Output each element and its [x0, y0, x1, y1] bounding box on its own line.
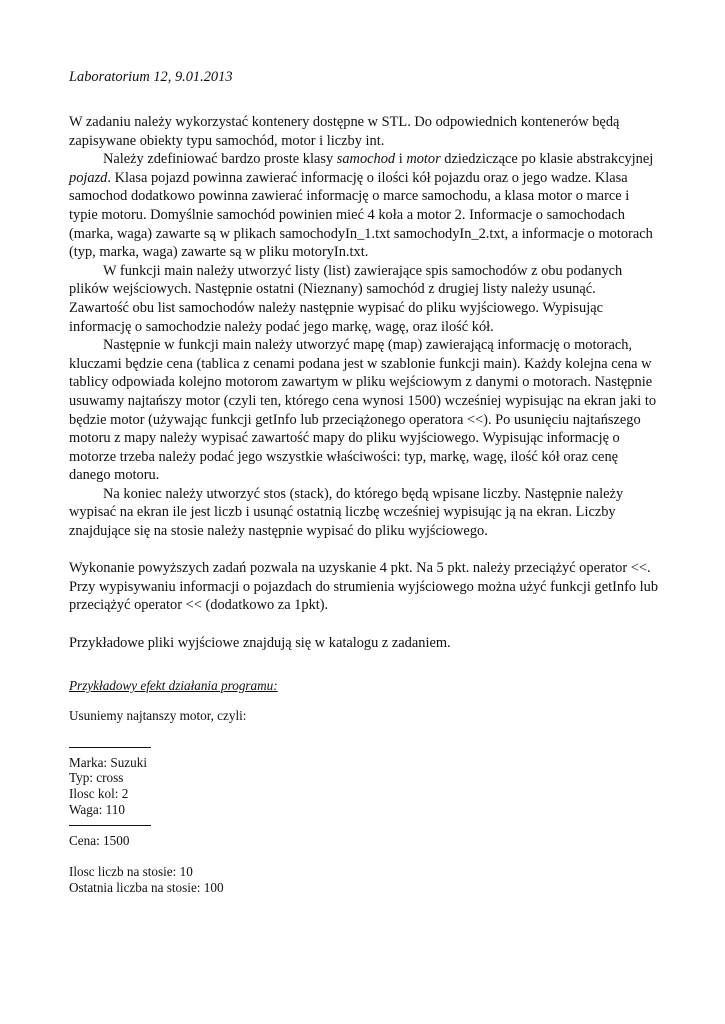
underline-rule: [69, 747, 151, 748]
paragraph-classes: [69, 150, 659, 262]
document-title: Laboratorium 12, 9.01.2013: [69, 69, 233, 85]
separator-line: [69, 817, 469, 833]
paragraph-stack: Na koniec należy utworzyć stos (stack), do którego będą wpisane liczby. Następnie należy wypisać na ekran ile jest liczb i usunąć ostatnią liczbę wcześniej wypisując ją na ekran. Liczby znajdujące się na stosie należy następnie wypisać do pliku wyjściowego.: [69, 485, 624, 540]
paragraph-gap: [69, 541, 659, 560]
text-segment: Należy zdefiniować bardzo proste klasy: [103, 151, 337, 168]
text-segment: . Klasa pojazd powinna zawierać informację o ilości kół pojazdu oraz o jego wadze. Klasa samochod dodatkowo powinna zawierać informację o marce samochodu, a klasa motor o marce i typie motoru. Domyślnie samochód powinien mieć 4 koła a motor 2. Informacje o samochodach (marka, waga) zawarte są w plikach samochodyIn_1.txt samochodyIn_2.txt, a informacje o motorach (typ, marka, waga) zawarte są w pliku motoryIn.txt.: [69, 169, 653, 261]
output-line: Ilosc kol: 2: [69, 785, 129, 801]
output-line: Ilosc liczb na stosie: 10: [69, 863, 193, 879]
underline-rule: [69, 825, 151, 826]
output-line: Ostatnia liczba na stosie: 100: [69, 879, 224, 895]
example-output: [69, 708, 469, 895]
class-name-motor: motor: [406, 151, 441, 168]
paragraph-map: Następnie w funkcji main należy utworzyć mapę (map) zawierającą informację o motorach, kluczami będzie cena (tablica z cenami podana jest w szablonie funkcji main). Każdy kolejna cena w tablicy odpowiada kolejno motorom zawartym w pliku wejściowym z danymi o motorach. Następnie usuwamy najtańszy motor (czyli ten, którego cena wynosi 1500) wcześniej wypisując na ekran jaki to będzie motor (używając funkcji getInfo lub przeciążonego operatora <<). Po usunięciu najtańszego motoru z mapy należy wypisać zawartość mapy do pliku wyjściowego. Wypisując informację o motorze trzeba należy podać jego wszystkie właściwości: typ, markę, wagę, ilość kół oraz cenę danego motoru.: [69, 337, 657, 484]
output-blank: [69, 724, 469, 740]
output-blank: [69, 848, 469, 864]
output-line: Cena: 1500: [69, 832, 130, 848]
class-name-pojazd: pojazd: [69, 169, 108, 186]
output-line: Typ: cross: [69, 770, 124, 786]
example-heading: Przykładowy efekt działania programu:: [69, 678, 278, 693]
class-name-samochod: samochod: [336, 151, 396, 168]
text-segment: dziedziczące po klasie abstrakcyjnej: [440, 151, 654, 168]
output-line: Waga: 110: [69, 801, 125, 817]
paragraph-sample-files: Przykładowe pliki wyjściowe znajdują się w katalogu z zadaniem.: [69, 634, 451, 651]
output-line: Marka: Suzuki: [69, 754, 148, 770]
text-segment: i: [395, 151, 407, 168]
separator-line: [69, 739, 469, 755]
paragraph-intro: W zadaniu należy wykorzystać kontenery dostępne w STL. Do odpowiednich kontenerów będą zapisywane obiekty typu samochód, motor i liczby int.: [69, 114, 620, 149]
paragraph-gap: [69, 615, 659, 634]
paragraph-getinfo: Przy wypisywaniu informacji o pojazdach do strumienia wyjściowego można użyć funkcji getInfo lub przeciążyć operator << (dodatkowo za 1pkt).: [69, 578, 659, 614]
paragraph-grading: Wykonanie powyższych zadań pozwala na uzyskanie 4 pkt. Na 5 pkt. należy przeciążyć operator <<.: [69, 560, 651, 577]
paragraph-lists: W funkcji main należy utworzyć listy (list) zawierające spis samochodów z obu podanych plików wejściowych. Następnie ostatni (Nieznany) samochód z drugiej listy należy usunąć. Zawartość obu list samochodów należy następnie wypisać do pliku wyjściowego. Wypisując informację o samochodzie należy podać jego markę, wagę, oraz ilość kół.: [69, 262, 623, 335]
document-body: [69, 113, 659, 652]
output-line: Usuniemy najtanszy motor, czyli:: [69, 708, 247, 723]
